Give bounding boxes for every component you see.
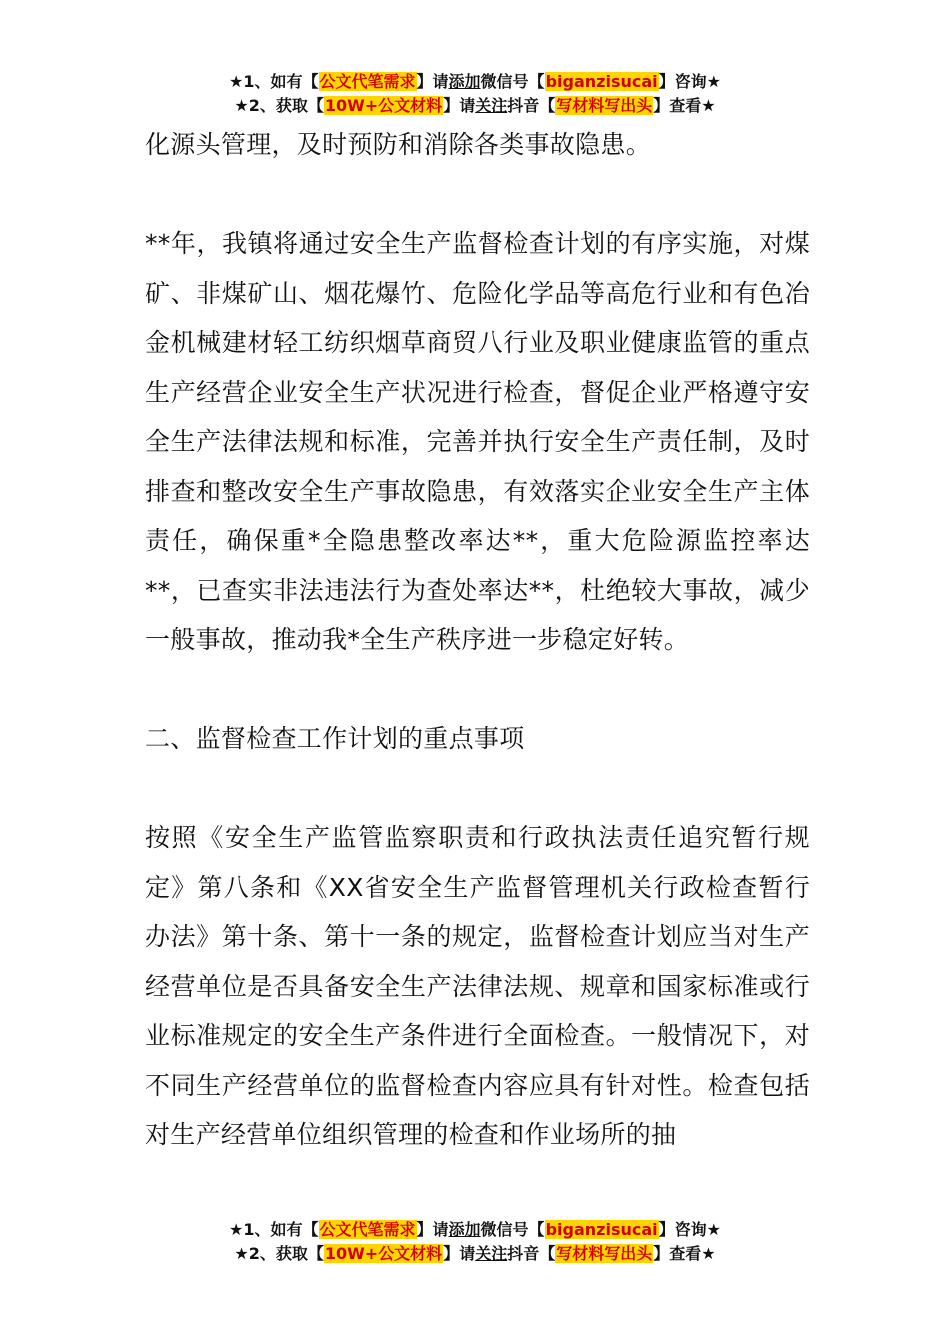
banner-underline: 添加 <box>448 1220 481 1239</box>
banner-text: 】查看★ <box>653 96 716 115</box>
paragraph: 化源头管理，及时预防和消除各类事故隐患。 <box>145 130 652 159</box>
banner-text: 】咨询★ <box>658 72 721 91</box>
header-banner <box>0 70 950 118</box>
banner-text: ★1、如有【 <box>229 72 319 91</box>
banner-underline: 关注 <box>475 96 508 115</box>
banner-line-1 <box>0 1218 950 1242</box>
banner-highlight: 10W+公文材料 <box>324 96 443 115</box>
banner-underline: 添加 <box>448 72 481 91</box>
banner-wechat-id: biganzisucai <box>545 72 658 91</box>
banner-text: 】请 <box>416 1220 449 1239</box>
document-body <box>145 120 810 1160</box>
banner-text: 抖音【 <box>507 96 556 115</box>
banner-highlight: 10W+公文材料 <box>324 1244 443 1263</box>
banner-line-1 <box>0 70 950 94</box>
banner-text: 】请 <box>416 72 449 91</box>
banner-text: 微信号【 <box>480 1220 545 1239</box>
banner-text: 】请 <box>443 1244 476 1263</box>
footer-banner <box>0 1218 950 1266</box>
banner-line-2 <box>0 94 950 118</box>
banner-text: ★2、获取【 <box>234 96 324 115</box>
banner-text: 微信号【 <box>480 72 545 91</box>
section-heading: 二、监督检查工作计划的重点事项 <box>145 724 525 753</box>
banner-text: 抖音【 <box>507 1244 556 1263</box>
banner-line-2 <box>0 1242 950 1266</box>
paragraph: **年，我镇将通过安全生产监督检查计划的有序实施，对煤矿、非煤矿山、烟花爆竹、危险化学品等高危行业和有色冶金机械建材轻工纺织烟草商贸八行业及职业健康监管的重点生产经营企业安全生产状况进行检查，督促企业严格遵守安全生产法律法规和标准，完善并执行安全生产责任制，及时排查和整改安全生产事故隐患，有效落实企业安全生产主体责任，确保重*全隐患整改率达**，重大危险源监控率达**，已查实非法违法行为查处率达**，杜绝较大事故，减少一般事故，推动我*全生产秩序进一步稳定好转。 <box>145 229 810 654</box>
banner-douyin-id: 写材料写出头 <box>556 1244 653 1263</box>
banner-text: 】咨询★ <box>658 1220 721 1239</box>
banner-underline: 关注 <box>475 1244 508 1263</box>
banner-highlight: 公文代笔需求 <box>319 72 416 91</box>
banner-wechat-id: biganzisucai <box>545 1220 658 1239</box>
banner-text: ★1、如有【 <box>229 1220 319 1239</box>
banner-text: ★2、获取【 <box>234 1244 324 1263</box>
banner-douyin-id: 写材料写出头 <box>556 96 653 115</box>
banner-text: 】查看★ <box>653 1244 716 1263</box>
banner-text: 】请 <box>443 96 476 115</box>
paragraph: 按照《安全生产监管监察职责和行政执法责任追究暂行规定》第八条和《XX省安全生产监督管理机关行政检查暂行办法》第十条、第十一条的规定，监督检查计划应当对生产经营单位是否具备安全生产法律法规、规章和国家标准或行业标准规定的安全生产条件进行全面检查。一般情况下，对不同生产经营单位的监督检查内容应具有针对性。检查包括对生产经营单位组织管理的检查和作业场所的抽 <box>145 823 810 1149</box>
banner-highlight: 公文代笔需求 <box>319 1220 416 1239</box>
